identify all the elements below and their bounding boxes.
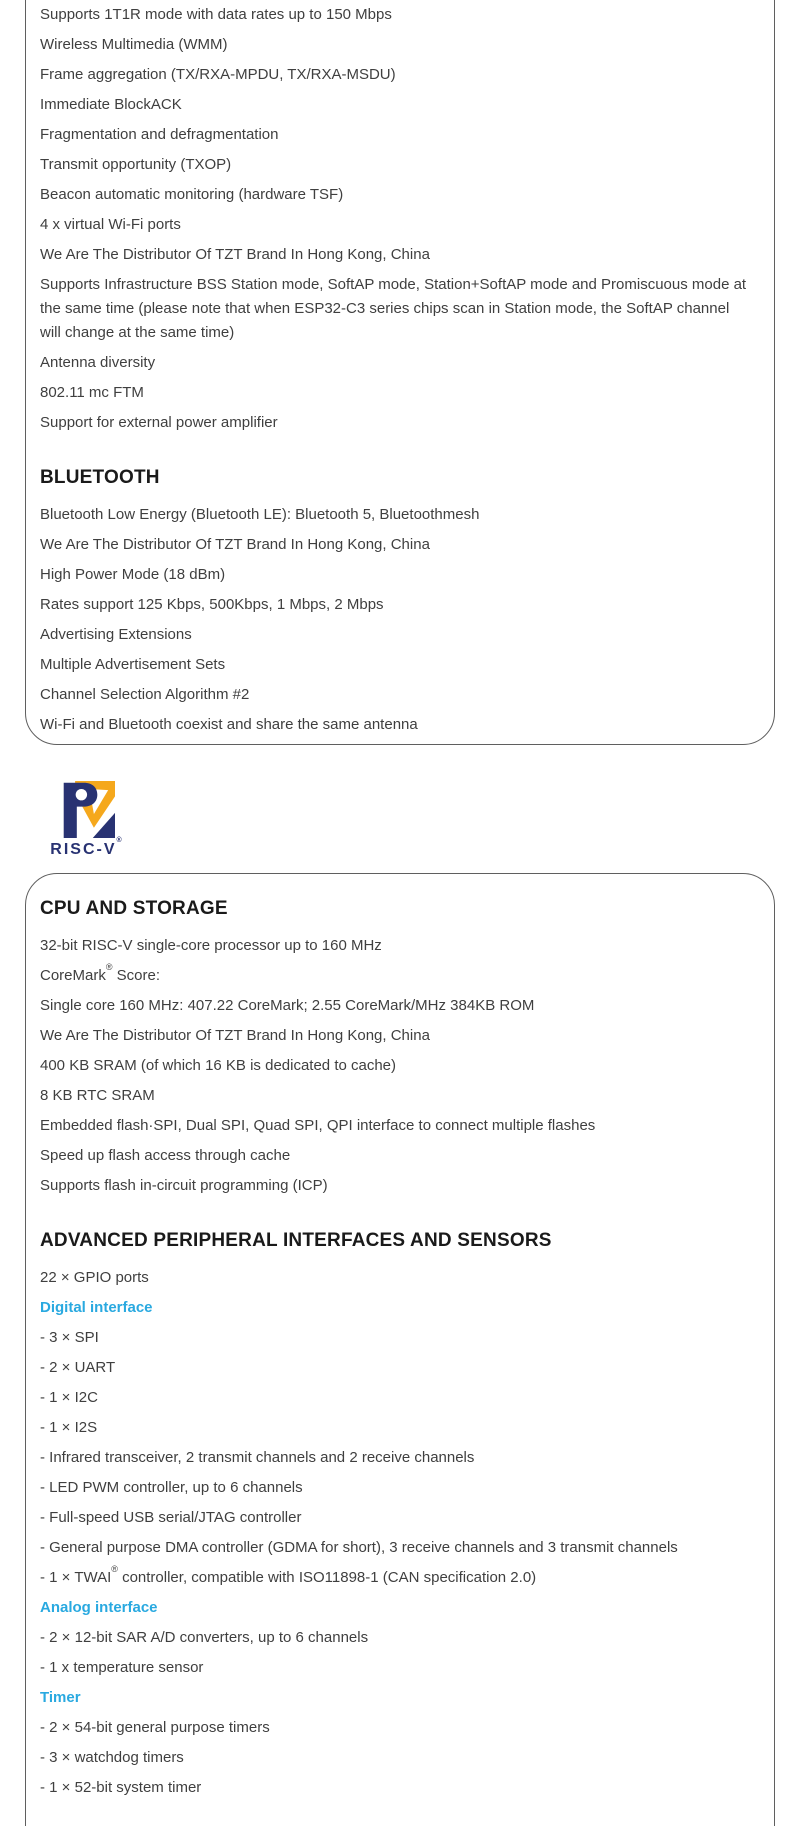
spec-item: - 2 × 54-bit general purpose timers xyxy=(40,1719,270,1736)
spec-item: 400 KB SRAM (of which 16 KB is dedicated to cache) xyxy=(40,1057,397,1074)
spec-item: Speed up flash access through cache xyxy=(40,1147,291,1164)
spec-item: - 1 × TWAI® controller, compatible with ISO11898-1 (CAN specification 2.0) xyxy=(40,1563,537,1586)
spec-item: Supports flash in-circuit programming (ICP) xyxy=(40,1177,328,1194)
feature-group-label: Timer xyxy=(40,1689,81,1706)
spec-item: Immediate BlockACK xyxy=(40,96,182,113)
spec-item: 32-bit RISC-V single-core processor up to 160 MHz xyxy=(40,937,382,954)
spec-card-cpu-peripherals xyxy=(25,873,775,1826)
spec-item: We Are The Distributor Of TZT Brand In Hong Kong, China xyxy=(40,246,430,263)
spec-item: - 2 × 12-bit SAR A/D converters, up to 6 channels xyxy=(40,1629,369,1646)
spec-item: We Are The Distributor Of TZT Brand In Hong Kong, China xyxy=(40,1027,430,1044)
spec-item: - 2 × UART xyxy=(40,1359,116,1376)
spec-item: Supports 1T1R mode with data rates up to 150 Mbps xyxy=(40,6,392,23)
spec-item: - 1 x temperature sensor xyxy=(40,1659,204,1676)
spec-item: - General purpose DMA controller (GDMA for short), 3 receive channels and 3 transmit channels xyxy=(40,1539,678,1556)
spec-item: Advertising Extensions xyxy=(40,626,192,643)
spec-item: Single core 160 MHz: 407.22 CoreMark; 2.55 CoreMark/MHz 384KB ROM xyxy=(40,997,535,1014)
spec-item: Support for external power amplifier xyxy=(40,414,278,431)
spec-item: Bluetooth Low Energy (Bluetooth LE): Bluetooth 5, Bluetoothmesh xyxy=(40,506,480,523)
spec-item: High Power Mode (18 dBm) xyxy=(40,566,226,583)
feature-group-label: Digital interface xyxy=(40,1299,153,1316)
spec-item: Channel Selection Algorithm #2 xyxy=(40,686,250,703)
spec-item: - 3 × watchdog timers xyxy=(40,1749,184,1766)
spec-item: Beacon automatic monitoring (hardware TSF) xyxy=(40,186,344,203)
spec-item: - 3 × SPI xyxy=(40,1329,99,1346)
spec-card-wireless-bluetooth xyxy=(25,0,775,745)
spec-item: 4 x virtual Wi-Fi ports xyxy=(40,216,181,233)
spec-item: We Are The Distributor Of TZT Brand In Hong Kong, China xyxy=(40,536,430,553)
spec-item: - Infrared transceiver, 2 transmit channels and 2 receive channels xyxy=(40,1449,475,1466)
risc-v-wordmark-text: RISC-V xyxy=(50,841,117,858)
spec-item: Supports Infrastructure BSS Station mode, SoftAP mode, Station+SoftAP mode and Promiscuous mode at the same time (please note that when ESP32-C3 series chips scan in Station mode, the SoftAP channel will change at the same time) xyxy=(40,276,747,341)
spec-item: Wireless Multimedia (WMM) xyxy=(40,36,228,53)
spec-item: 8 KB RTC SRAM xyxy=(40,1087,155,1104)
spec-item: - 1 × I2C xyxy=(40,1389,98,1406)
spec-item: - LED PWM controller, up to 6 channels xyxy=(40,1479,303,1496)
registered-trademark-symbol: ® xyxy=(116,837,122,845)
spec-item: Transmit opportunity (TXOP) xyxy=(40,156,232,173)
risc-v-logo xyxy=(37,781,135,859)
spec-item: 22 × GPIO ports xyxy=(40,1269,149,1286)
spec-item: Antenna diversity xyxy=(40,354,156,371)
section-heading: BLUETOOTH xyxy=(40,467,160,488)
feature-group-label: Analog interface xyxy=(40,1599,158,1616)
risc-v-wordmark xyxy=(37,837,135,859)
section-heading: CPU AND STORAGE xyxy=(40,898,228,919)
spec-item: Multiple Advertisement Sets xyxy=(40,656,226,673)
spec-item: Rates support 125 Kbps, 500Kbps, 1 Mbps, 2 Mbps xyxy=(40,596,384,613)
section-heading: ADVANCED PERIPHERAL INTERFACES AND SENSORS xyxy=(40,1230,552,1251)
spec-item: Fragmentation and defragmentation xyxy=(40,126,279,143)
spec-item: - 1 × I2S xyxy=(40,1419,98,1436)
spec-item: CoreMark® Score: xyxy=(40,961,161,984)
spec-item: - 1 × 52-bit system timer xyxy=(40,1779,202,1796)
spec-item: Wi-Fi and Bluetooth coexist and share the same antenna xyxy=(40,716,418,733)
spec-item: Frame aggregation (TX/RXA-MPDU, TX/RXA-MSDU) xyxy=(40,66,396,83)
spec-item: - Full-speed USB serial/JTAG controller xyxy=(40,1509,302,1526)
spec-item: 802.11 mc FTM xyxy=(40,384,144,401)
risc-v-logo-icon xyxy=(58,781,115,838)
spec-item: Embedded flash·SPI, Dual SPI, Quad SPI, QPI interface to connect multiple flashes xyxy=(40,1117,596,1134)
